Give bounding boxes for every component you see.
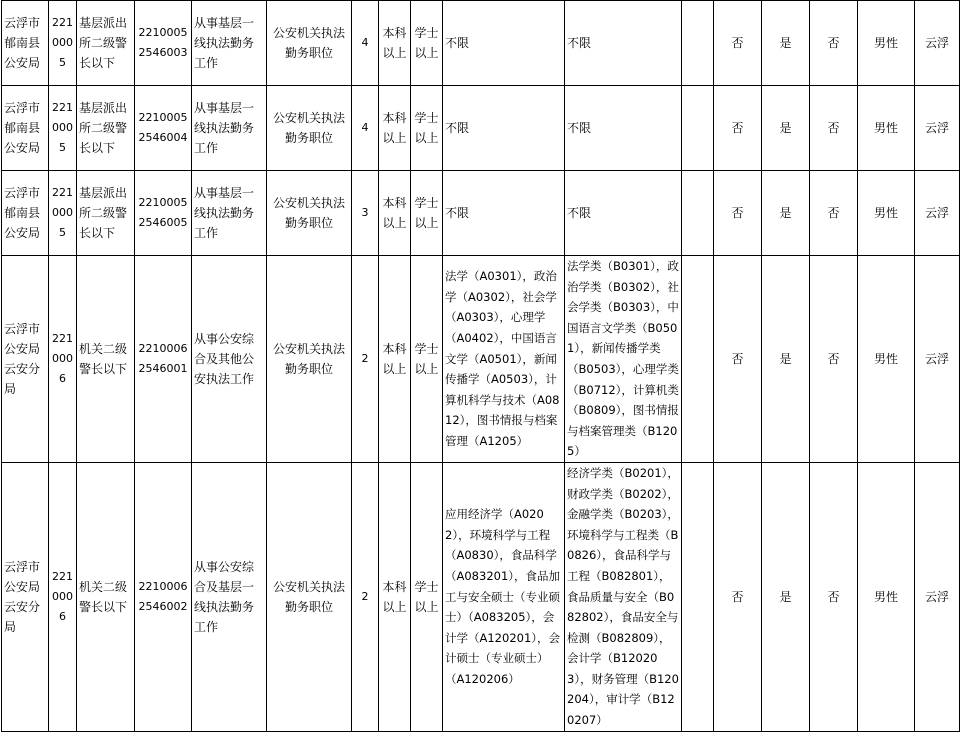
major-undergrad-cell: 法学（A0301），政治学（A0302），社会学（A0303），心理学（A0402），中国语言文学（A0501），新闻传播学（A0503），计算机科学与技术（A0812），图书情报与档案管理（A1205） xyxy=(443,256,565,463)
degree-cell: 学士以上 xyxy=(411,171,443,256)
table-row xyxy=(2,1,960,86)
position-category-cell: 公安机关执法勤务职位 xyxy=(267,171,352,256)
region-cell: 云浮 xyxy=(915,256,960,463)
unit-cell: 云浮市公安局云安分局 xyxy=(2,256,49,463)
col-a-cell: 否 xyxy=(714,171,762,256)
position-name-cell: 基层派出所二级警长以下 xyxy=(77,1,135,86)
col-b-cell: 是 xyxy=(762,256,810,463)
position-desc-cell: 从事基层一线执法勤务工作 xyxy=(192,1,267,86)
unit-cell: 云浮市郁南县公安局 xyxy=(2,171,49,256)
headcount-cell: 2 xyxy=(352,256,379,463)
table-row xyxy=(2,256,960,463)
major-college-cell: 法学类（B0301），政治学类（B0302），社会学类（B0303），中国语言文学类（B0501），新闻传播学类（B0503），心理学类（B0712），计算机类（B0809），图书情报与档案管理类（B1205） xyxy=(565,256,682,463)
table-row xyxy=(2,462,960,731)
degree-cell: 学士以上 xyxy=(411,86,443,171)
col-a-cell: 否 xyxy=(714,1,762,86)
major-undergrad-cell: 不限 xyxy=(443,171,565,256)
education-cell: 本科以上 xyxy=(379,171,411,256)
position-name-cell: 基层派出所二级警长以下 xyxy=(77,171,135,256)
position-name-cell: 机关二级警长以下 xyxy=(77,256,135,463)
region-cell: 云浮 xyxy=(915,1,960,86)
col-c-cell: 否 xyxy=(810,86,858,171)
col-b-cell: 是 xyxy=(762,171,810,256)
position-name-cell: 基层派出所二级警长以下 xyxy=(77,86,135,171)
col-c-cell: 否 xyxy=(810,256,858,463)
gender-cell: 男性 xyxy=(858,462,915,731)
headcount-cell: 4 xyxy=(352,86,379,171)
headcount-cell: 4 xyxy=(352,1,379,86)
unit-code-cell: 2210005 xyxy=(49,86,77,171)
unit-cell: 云浮市公安局云安分局 xyxy=(2,462,49,731)
education-cell: 本科以上 xyxy=(379,86,411,171)
table-row xyxy=(2,86,960,171)
region-cell: 云浮 xyxy=(915,462,960,731)
unit-code-cell: 2210005 xyxy=(49,171,77,256)
headcount-cell: 3 xyxy=(352,171,379,256)
major-college-cell: 不限 xyxy=(565,86,682,171)
position-category-cell: 公安机关执法勤务职位 xyxy=(267,462,352,731)
degree-cell: 学士以上 xyxy=(411,462,443,731)
position-code-cell: 22100052546005 xyxy=(135,171,192,256)
col-c-cell: 否 xyxy=(810,171,858,256)
col-a-cell: 否 xyxy=(714,462,762,731)
blank-cell xyxy=(682,256,714,463)
headcount-cell: 2 xyxy=(352,462,379,731)
gender-cell: 男性 xyxy=(858,1,915,86)
degree-cell: 学士以上 xyxy=(411,1,443,86)
major-college-cell: 经济学类（B0201），财政学类（B0202），金融学类（B0203），环境科学与工程类（B0826），食品科学与工程（B082801），食品质量与安全（B082802），食品安全与检测（B082809），会计学（B120203），财务管理（B120204），审计学（B120207） xyxy=(565,462,682,731)
position-code-cell: 22100062546002 xyxy=(135,462,192,731)
education-cell: 本科以上 xyxy=(379,462,411,731)
position-desc-cell: 从事公安综合及基层一线执法勤务工作 xyxy=(192,462,267,731)
col-a-cell: 否 xyxy=(714,86,762,171)
unit-code-cell: 2210005 xyxy=(49,1,77,86)
major-undergrad-cell: 应用经济学（A0202），环境科学与工程（A0830），食品科学（A083201），食品加工与安全硕士（专业硕士）（A083205），会计学（A120201），会计硕士（专业硕士）（A120206） xyxy=(443,462,565,731)
position-category-cell: 公安机关执法勤务职位 xyxy=(267,86,352,171)
major-undergrad-cell: 不限 xyxy=(443,1,565,86)
position-name-cell: 机关二级警长以下 xyxy=(77,462,135,731)
blank-cell xyxy=(682,171,714,256)
position-category-cell: 公安机关执法勤务职位 xyxy=(267,1,352,86)
gender-cell: 男性 xyxy=(858,256,915,463)
unit-cell: 云浮市郁南县公安局 xyxy=(2,1,49,86)
col-c-cell: 否 xyxy=(810,462,858,731)
table-row xyxy=(2,171,960,256)
major-college-cell: 不限 xyxy=(565,171,682,256)
region-cell: 云浮 xyxy=(915,86,960,171)
blank-cell xyxy=(682,1,714,86)
col-a-cell: 否 xyxy=(714,256,762,463)
region-cell: 云浮 xyxy=(915,171,960,256)
blank-cell xyxy=(682,462,714,731)
position-code-cell: 22100052546003 xyxy=(135,1,192,86)
major-college-cell: 不限 xyxy=(565,1,682,86)
col-b-cell: 是 xyxy=(762,462,810,731)
position-desc-cell: 从事基层一线执法勤务工作 xyxy=(192,171,267,256)
position-category-cell: 公安机关执法勤务职位 xyxy=(267,256,352,463)
unit-cell: 云浮市郁南县公安局 xyxy=(2,86,49,171)
major-undergrad-cell: 不限 xyxy=(443,86,565,171)
position-code-cell: 22100062546001 xyxy=(135,256,192,463)
education-cell: 本科以上 xyxy=(379,256,411,463)
blank-cell xyxy=(682,86,714,171)
gender-cell: 男性 xyxy=(858,171,915,256)
unit-code-cell: 2210006 xyxy=(49,256,77,463)
position-desc-cell: 从事基层一线执法勤务工作 xyxy=(192,86,267,171)
gender-cell: 男性 xyxy=(858,86,915,171)
col-b-cell: 是 xyxy=(762,1,810,86)
position-desc-cell: 从事公安综合及其他公安执法工作 xyxy=(192,256,267,463)
col-c-cell: 否 xyxy=(810,1,858,86)
positions-table xyxy=(1,0,960,732)
col-b-cell: 是 xyxy=(762,86,810,171)
education-cell: 本科以上 xyxy=(379,1,411,86)
degree-cell: 学士以上 xyxy=(411,256,443,463)
unit-code-cell: 2210006 xyxy=(49,462,77,731)
position-code-cell: 22100052546004 xyxy=(135,86,192,171)
